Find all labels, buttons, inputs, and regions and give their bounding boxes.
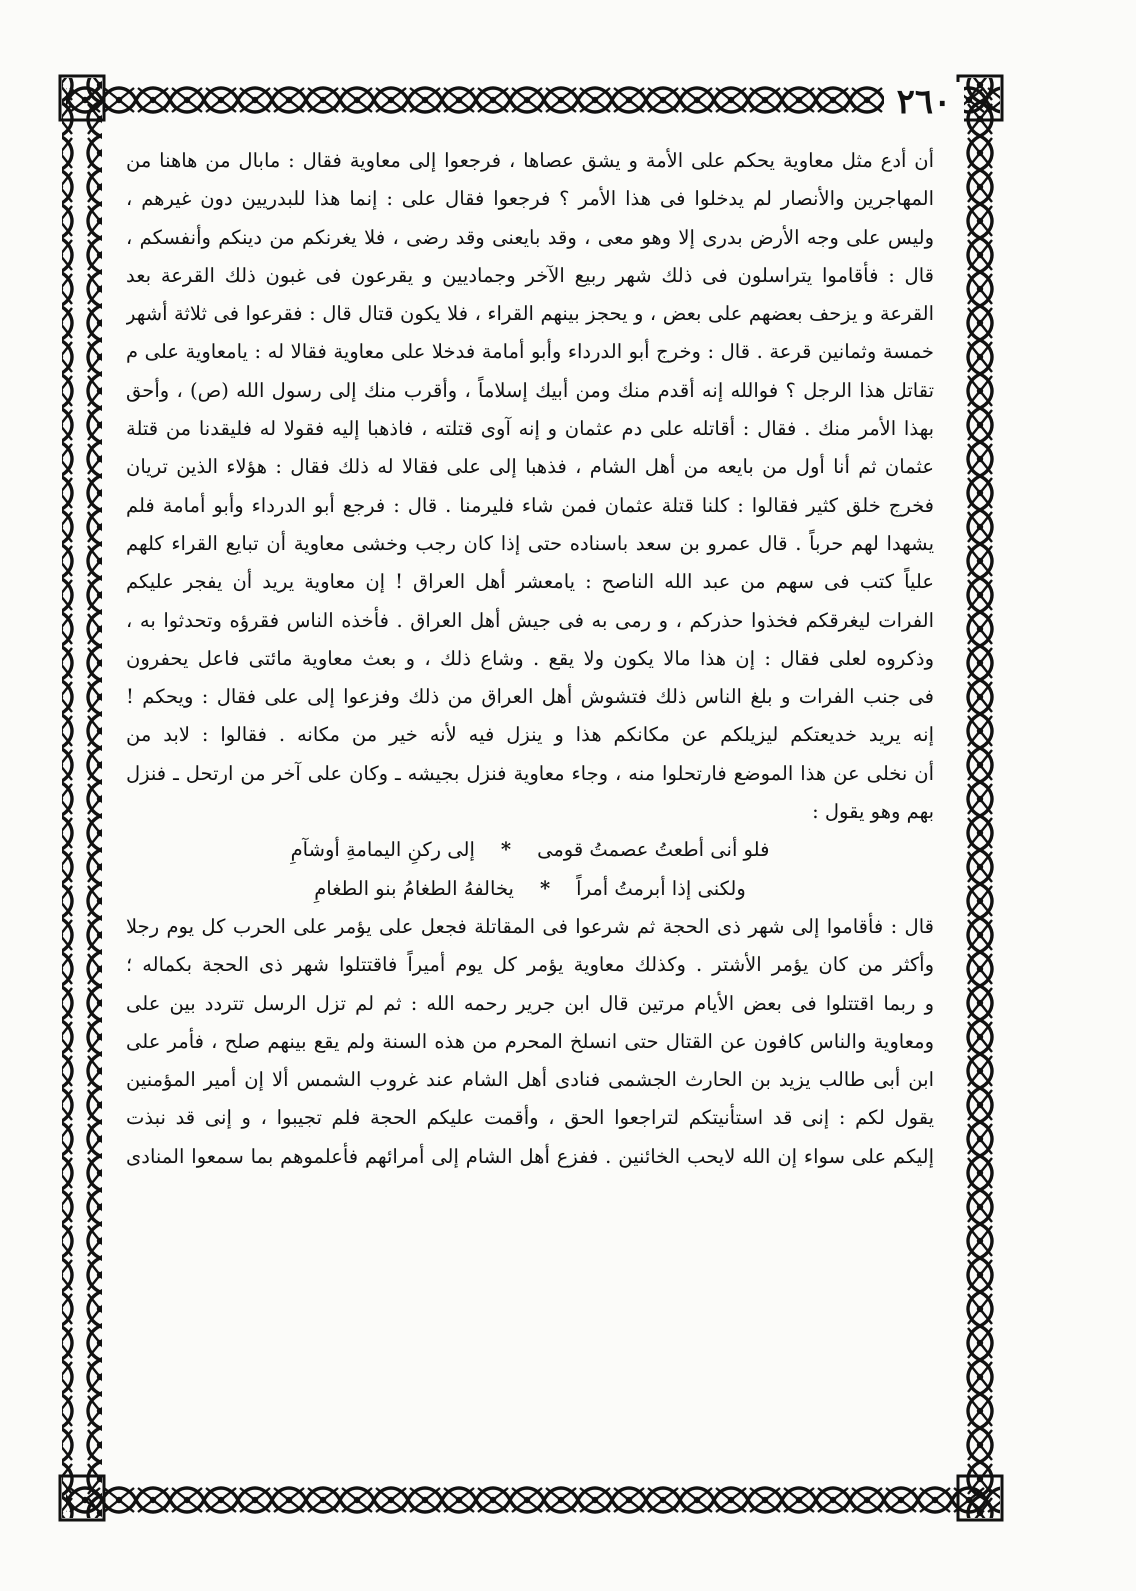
verse-second-hemistich: إلى ركنِ اليمامةِ أوشآمِ [290,838,475,862]
page-number: ٢٦٠ [884,82,964,122]
text-line: قال : فأقاموا إلى شهر ذى الحجة ثم شرعوا فى المقاتلة فجعل على يؤمر على الحرب كل يوم رجلا [126,914,934,938]
text-line: الفرات ليغرقكم فخذوا حذركم ، و رمى به فى جيش أهل العراق . فأخذه الناس فقرؤه وتحدثوا به ، [126,608,934,632]
text-line: وليس على وجه الأرض بدرى إلا وهو معى ، وقد بايعنى وقد رضى ، فلا يغرنكم من دينكم وأنفسكم ، [126,225,934,249]
text-line: إليكم على سواء إن الله لايحب الخائنين . ففزع أهل الشام إلى أمرائهم فأعلموهم بما سمعوا المنادى [126,1144,934,1168]
poetry-verse [126,831,934,869]
text-line: إنه يريد خديعتكم ليزيلكم عن مكانكم هذا و ينزل فيه لأنه خير من مكانه . فقالوا : لابد من [126,723,934,747]
verse-first-hemistich: ولكنى إذا أبرمتُ أمراً [576,876,746,900]
text-line: بهم وهو يقول : [812,800,934,824]
text-line: قال : فأقاموا يتراسلون فى ذلك شهر ربيع الآخر وجماديين و يقرعون فى غبون ذلك القرعة بعد [126,263,934,287]
text-line: المهاجرين والأنصار لم يدخلوا فى هذا الأمر ؟ فرجعوا فقال على : إنما هذا للبدريين دون غيرهم ، [126,187,934,211]
text-line: فى جنب الفرات و بلغ الناس ذلك فتشوش أهل العراق من ذلك وفزعوا إلى على فقال : ويحكم ! [126,685,934,709]
text-line: يقول لكم : إنى قد استأنيتكم لتراجعوا الحق ، وأقمت عليكم الحجة فلم تجيبوا ، و إنى قد نبذت [126,1106,934,1130]
text-line: القرعة و يزحف بعضهم على بعض ، و يحجز بينهم القراء ، فلا يكون قتال قال : فقرعوا فى ثلاثة أشهر [126,302,934,326]
verse-second-hemistich: يخالفهُ الطغامُ بنو الطغامِ [314,876,514,900]
text-line: علياً كتب فى سهم من عبد الله الناصح : يامعشر أهل العراق ! إن معاوية يريد أن يفجر عليكم [126,570,934,594]
verse-separator: * [539,876,551,900]
text-line: فخرج خلق كثير فقالوا : كلنا قتلة عثمان فمن شاء فليرمنا . قال : فرجع أبو الدرداء وأبو أمامة فلم [126,493,934,517]
poetry-verse [126,870,934,908]
text-line: بهذا الأمر منك . فقال : أقاتله على دم عثمان و إنه آوى قتلته ، فاذهبا إليه فقولا له فليقدنا من قتلة [126,417,934,441]
text-line: ابن أبى طالب يزيد بن الحارث الجشمى فنادى أهل الشام عند غروب الشمس ألا إن أمير المؤمنين [126,1068,934,1092]
body-text [126,142,934,1176]
text-line: ومعاوية والناس كافون عن القتال حتى انسلخ المحرم من هذه السنة ولم يقع بينهم صلح ، فأمر على [126,1029,934,1053]
verse-first-hemistich: فلو أنى أطعتُ عصمتُ قومى [537,838,770,862]
text-line: يشهدا لهم حرباً . قال عمرو بن سعد باسناده حتى إذا كان رجب وخشى معاوية أن تبايع القراء كلهم [126,531,934,555]
text-line: تقاتل هذا الرجل ؟ فوالله إنه أقدم منك ومن أبيك إسلاماً ، وأقرب منك إلى رسول الله (ص) ، وأحق [126,378,934,402]
text-line: خمسة وثمانين قرعة . قال : وخرج أبو الدرداء وأبو أمامة فدخلا على معاوية فقالا له : يامعاوية على م [126,340,934,364]
verse-separator: * [500,838,512,862]
text-line: وذكروه لعلى فقال : إن هذا مالا يكون ولا يقع . وشاع ذلك ، و بعث معاوية مائتى فاعل يحفرون [126,646,934,670]
text-line: عثمان ثم أنا أول من بايعه من أهل الشام ، فذهبا إلى على فقالا له ذلك فقال : هؤلاء الذين تريان [126,455,934,479]
text-line: وأكثر من كان يؤمر الأشتر . وكذلك معاوية يؤمر كل يوم أميراً فاقتتلوا شهر ذى الحجة بكماله ؛ [126,953,934,977]
text-line: و ربما اقتتلوا فى بعض الأيام مرتين قال ابن جرير رحمه الله : ثم لم تزل الرسل تتردد بين على [126,991,934,1015]
text-line: أن أدع مثل معاوية يحكم على الأمة و يشق عصاها ، فرجعوا إلى معاوية فقال : مابال من هاهنا من [126,149,934,172]
text-line: أن نخلى عن هذا الموضع فارتحلوا منه ، وجاء معاوية فنزل بجيشه ـ وكان على آخر من ارتحل ـ فنزل [126,761,934,785]
